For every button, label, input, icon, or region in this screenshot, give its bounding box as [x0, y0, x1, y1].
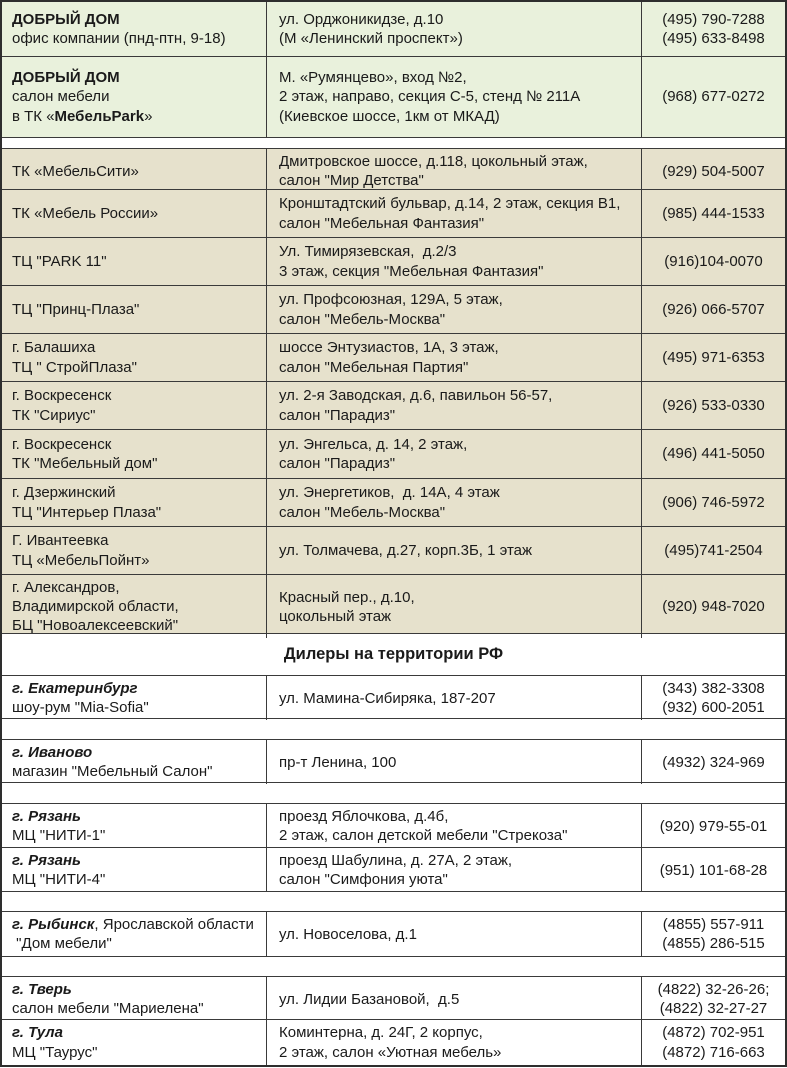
- name-line: ТЦ «МебельПойнт»: [12, 551, 150, 569]
- phone-line: (968) 677-0272: [662, 88, 765, 106]
- phone-line: (951) 101-68-28: [659, 861, 768, 879]
- table-row: [2, 804, 785, 848]
- phone-cell: [642, 977, 785, 1021]
- phone-cell: [642, 2, 785, 56]
- name-line: г. Рязань: [12, 852, 81, 869]
- name-line: Г. Ивантеевка: [12, 532, 109, 550]
- table-row: [2, 430, 785, 479]
- section-gap: [2, 957, 785, 977]
- phone-line: (4872) 716-663: [662, 1043, 765, 1061]
- address-cell: [267, 977, 642, 1021]
- phone-line: (926) 533-0330: [662, 396, 765, 414]
- phone-line: (4872) 702-951: [662, 1024, 765, 1042]
- name-line: ДОБРЫЙ ДОМ: [12, 69, 120, 87]
- phone-cell: [642, 382, 785, 429]
- phone-line: (920) 979-55-01: [659, 817, 768, 835]
- phone-cell: [642, 575, 785, 638]
- address-line: салон "Парадиз": [279, 455, 396, 472]
- phone-line: (495)741-2504: [664, 541, 763, 559]
- location-cell: [2, 149, 267, 193]
- phone-line: (343) 382-3308: [662, 680, 765, 697]
- location-cell: [2, 676, 267, 720]
- phone-line: (929) 504-5007: [662, 162, 765, 180]
- address-line: салон "Мебель-Москва": [279, 503, 446, 521]
- address-cell: [267, 575, 642, 638]
- address-cell: [267, 57, 642, 137]
- address-line: салон "Мебельная Фантазия": [279, 214, 485, 232]
- name-line: г. Екатеринбург: [12, 680, 138, 697]
- location-cell: [2, 430, 267, 478]
- location-cell: [2, 238, 267, 285]
- phone-line: (906) 746-5972: [662, 493, 765, 511]
- address-line: ул. Профсоюзная, 129А, 5 этаж,: [279, 291, 503, 309]
- name-line: ТЦ "Принц-Плаза": [12, 300, 140, 318]
- address-line: шоссе Энтузиастов, 1А, 3 этаж,: [279, 339, 499, 357]
- phone-line: (4822) 32-27-27: [659, 1000, 768, 1018]
- phone-line: (4822) 32-26-26;: [657, 981, 770, 998]
- address-line: Коминтерна, д. 24Г, 2 корпус,: [279, 1024, 483, 1042]
- table-row: [2, 1020, 785, 1065]
- address-cell: [267, 149, 642, 193]
- address-line: 2 этаж, салон «Уютная мебель»: [279, 1043, 502, 1061]
- name-line: офис компании (пнд-птн, 9-18): [12, 30, 226, 47]
- location-cell: [2, 2, 267, 56]
- address-cell: [267, 1020, 642, 1065]
- name-line: шоу-рум "Mia-Sofia": [12, 699, 149, 717]
- section-gap: [2, 783, 785, 804]
- table-row: [2, 527, 785, 575]
- location-cell: [2, 575, 267, 638]
- phone-cell: [642, 676, 785, 720]
- dealers-section-header: Дилеры на территории РФ: [2, 634, 785, 676]
- section-gap: [2, 719, 785, 740]
- table-row: [2, 286, 785, 334]
- address-line: ул. Лидии Базановой, д.5: [279, 990, 460, 1008]
- location-cell: [2, 740, 267, 784]
- phone-line: (496) 441-5050: [662, 445, 765, 463]
- name-line: салон мебели: [12, 88, 110, 106]
- name-line: магазин "Мебельный Салон": [12, 763, 213, 781]
- phone-line: (4855) 286-515: [662, 935, 765, 953]
- location-cell: [2, 804, 267, 848]
- phone-line: (4855) 557-911: [662, 916, 765, 933]
- phone-cell: [642, 190, 785, 237]
- address-line: ул. Мамина-Сибиряка, 187-207: [279, 689, 496, 707]
- phone-cell: [642, 804, 785, 848]
- phone-cell: [642, 238, 785, 285]
- phone-cell: [642, 1020, 785, 1065]
- address-cell: [267, 527, 642, 574]
- name-line: ТЦ "PARK 11": [12, 252, 107, 270]
- name-line: г. Рязань: [12, 808, 81, 825]
- location-cell: [2, 912, 267, 956]
- table-row: [2, 190, 785, 238]
- address-line: 2 этаж, направо, секция С-5, стенд № 211А: [279, 88, 581, 106]
- table-row: [2, 977, 785, 1020]
- location-cell: [2, 1020, 267, 1065]
- location-cell: [2, 334, 267, 381]
- name-line: г. Дзержинский: [12, 484, 116, 502]
- phone-cell: [642, 57, 785, 137]
- phone-line: (920) 948-7020: [662, 598, 765, 616]
- address-line: Ул. Тимирязевская, д.2/3: [279, 243, 457, 261]
- address-line: салон "Парадиз": [279, 406, 396, 424]
- phone-line: (985) 444-1533: [662, 204, 765, 222]
- phone-cell: [642, 479, 785, 526]
- address-line: Дмитровское шоссе, д.118, цокольный этаж,: [279, 153, 588, 170]
- phone-cell: [642, 334, 785, 381]
- table-row: [2, 740, 785, 783]
- address-line: ул. Новоселова, д.1: [279, 925, 417, 943]
- address-line: цокольный этаж: [279, 607, 392, 625]
- address-cell: [267, 334, 642, 381]
- name-line: Владимирской области,: [12, 598, 179, 616]
- address-line: Красный пер., д.10,: [279, 588, 415, 606]
- section-gap: [2, 892, 785, 912]
- name-line: ДОБРЫЙ ДОМ: [12, 10, 120, 28]
- address-line: (М «Ленинский проспект»): [279, 30, 463, 47]
- table-row: [2, 676, 785, 719]
- address-line: (Киевское шоссе, 1км от МКАД): [279, 107, 500, 125]
- phone-line: (926) 066-5707: [662, 300, 765, 318]
- address-cell: [267, 238, 642, 285]
- address-line: М. «Румянцево», вход №2,: [279, 69, 467, 87]
- address-line: салон "Мир Детства": [279, 172, 424, 190]
- phone-cell: [642, 527, 785, 574]
- phone-line: (916)104-0070: [664, 252, 763, 270]
- location-cell: [2, 286, 267, 333]
- name-line: г. Рыбинск, Ярославской области: [12, 916, 254, 933]
- address-cell: [267, 479, 642, 526]
- name-line: г. Воскресенск: [12, 387, 112, 405]
- address-cell: [267, 912, 642, 956]
- name-line: ТК "Сириус": [12, 406, 96, 424]
- address-line: ул. Энергетиков, д. 14А, 4 этаж: [279, 484, 500, 502]
- location-cell: [2, 479, 267, 526]
- phone-cell: [642, 740, 785, 784]
- phone-line: (4932) 324-969: [662, 753, 765, 771]
- location-cell: [2, 977, 267, 1021]
- address-line: Кронштадтский бульвар, д.14, 2 этаж, секция В1,: [279, 195, 621, 213]
- table-row: [2, 2, 785, 57]
- table-row: [2, 479, 785, 527]
- name-line: ТК "Мебельный дом": [12, 455, 158, 472]
- phone-cell: [642, 149, 785, 193]
- table-row: [2, 149, 785, 190]
- name-line: ТЦ "Интерьер Плаза": [12, 503, 162, 521]
- name-line: г. Воскресенск: [12, 435, 112, 453]
- address-cell: [267, 2, 642, 56]
- address-cell: [267, 382, 642, 429]
- address-line: проезд Шабулина, д. 27А, 2 этаж,: [279, 852, 513, 869]
- name-line: г. Иваново: [12, 744, 93, 761]
- phone-cell: [642, 848, 785, 892]
- address-cell: [267, 676, 642, 720]
- phone-cell: [642, 430, 785, 478]
- table-row: [2, 912, 785, 957]
- location-cell: [2, 382, 267, 429]
- name-line: ТК «МебельСити»: [12, 162, 139, 180]
- address-line: салон "Мебель-Москва": [279, 310, 446, 328]
- address-line: ул. Орджоникидзе, д.10: [279, 10, 444, 28]
- phone-line: (495) 633-8498: [662, 30, 765, 47]
- address-line: 3 этаж, секция "Мебельная Фантазия": [279, 262, 544, 280]
- phone-cell: [642, 286, 785, 333]
- table-row: [2, 57, 785, 138]
- name-line: ТЦ " СтройПлаза": [12, 358, 137, 376]
- table-row: [2, 334, 785, 382]
- name-line: г. Тверь: [12, 981, 72, 998]
- section-gap: [2, 138, 785, 149]
- address-line: ул. Толмачева, д.27, корп.3Б, 1 этаж: [279, 541, 533, 559]
- address-cell: [267, 740, 642, 784]
- address-cell: [267, 286, 642, 333]
- location-cell: [2, 190, 267, 237]
- name-line: МЦ "НИТИ-4": [12, 871, 106, 889]
- location-cell: [2, 57, 267, 137]
- name-line: ТК «Мебель России»: [12, 204, 159, 222]
- phone-line: (495) 790-7288: [662, 10, 765, 28]
- address-line: 2 этаж, салон детской мебели "Стрекоза": [279, 827, 568, 845]
- name-line: г. Балашиха: [12, 339, 96, 357]
- name-line: МЦ "Таурус": [12, 1043, 98, 1061]
- address-line: салон "Мебельная Партия": [279, 358, 469, 376]
- address-cell: [267, 804, 642, 848]
- phone-line: (495) 971-6353: [662, 348, 765, 366]
- table-row: [2, 238, 785, 286]
- address-line: пр-т Ленина, 100: [279, 753, 397, 771]
- name-line: г. Александров,: [12, 579, 120, 596]
- name-line: в ТК «МебельPark»: [12, 107, 153, 125]
- address-line: салон "Симфония уюта": [279, 871, 448, 889]
- address-line: ул. 2-я Заводская, д.6, павильон 56-57,: [279, 387, 553, 405]
- address-cell: [267, 848, 642, 892]
- location-cell: [2, 527, 267, 574]
- address-cell: [267, 430, 642, 478]
- phone-cell: [642, 912, 785, 956]
- phone-line: (932) 600-2051: [662, 699, 765, 717]
- address-line: проезд Яблочкова, д.4б,: [279, 808, 449, 825]
- location-cell: [2, 848, 267, 892]
- table-row: [2, 382, 785, 430]
- name-line: БЦ "Новоалексеевский": [12, 617, 179, 635]
- address-cell: [267, 190, 642, 237]
- name-line: "Дом мебели": [12, 935, 112, 953]
- name-line: МЦ "НИТИ-1": [12, 827, 106, 845]
- name-line: г. Тула: [12, 1024, 63, 1042]
- table-row: [2, 848, 785, 892]
- table-row: [2, 575, 785, 634]
- address-line: ул. Энгельса, д. 14, 2 этаж,: [279, 435, 468, 453]
- name-line: салон мебели "Мариелена": [12, 1000, 204, 1018]
